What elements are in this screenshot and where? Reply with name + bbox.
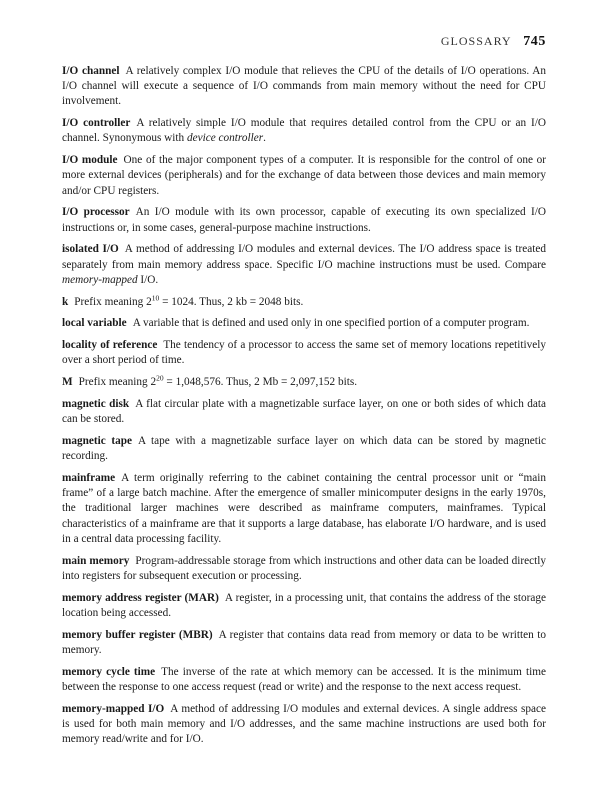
glossary-term: memory cycle time xyxy=(62,665,156,678)
glossary-definition: A variable that is defined and used only in one specified portion of a computer program. xyxy=(132,317,530,330)
glossary-definition: An I/O module with its own processor, capable of executing its own specialized I/O instructions or, in some cases, general-purpose machine instructions. xyxy=(62,206,546,234)
glossary-term: memory address register (MAR) xyxy=(62,591,219,604)
glossary-entry xyxy=(62,471,546,547)
glossary-entry xyxy=(62,153,546,199)
glossary-list xyxy=(62,64,546,754)
glossary-definition: Prefix meaning 2 xyxy=(74,295,152,308)
glossary-definition: One of the major component types of a computer. It is responsible for the control of one or more external devices (peripherals) and for the exchange of data between those devices and main memory and/or CPU registers. xyxy=(62,154,546,197)
glossary-term: memory-mapped I/O xyxy=(62,702,165,715)
glossary-definition: A flat circular plate with a magnetizable surface layer, on one or both sides of which data can be stored. xyxy=(62,398,546,426)
glossary-term: I/O processor xyxy=(62,206,130,219)
glossary-entry xyxy=(62,375,546,390)
running-head xyxy=(441,34,546,50)
glossary-entry xyxy=(62,702,546,748)
exponent: 20 xyxy=(156,373,164,383)
glossary-definition: A relatively complex I/O module that relieves the CPU of the details of I/O operations. An I/O channel will execute a sequence of I/O commands from main memory without the need for CPU involvement. xyxy=(62,65,547,108)
glossary-definition-end: = 1024. Thus, 2 kb = 2048 bits. xyxy=(159,295,304,308)
glossary-term: k xyxy=(62,295,69,308)
glossary-entry xyxy=(62,292,546,310)
glossary-entry xyxy=(62,338,546,368)
cross-reference: device controller xyxy=(187,132,264,145)
glossary-definition: A method of addressing I/O modules and external devices. The I/O address space is treated separately from main memory address space. Specific I/O machine instructions must be used. Compare xyxy=(62,243,546,271)
glossary-definition: A relatively simple I/O module that requires detailed control from the CPU or an I/O channel. Synonymous with xyxy=(62,117,546,145)
glossary-definition: A register, in a processing unit, that contains the address of the storage location being accessed. xyxy=(62,591,546,619)
glossary-entry xyxy=(62,242,546,288)
glossary-entry xyxy=(62,64,546,110)
section-title: GLOSSARY xyxy=(440,34,512,48)
glossary-term: M xyxy=(62,376,73,389)
glossary-entry xyxy=(62,116,546,146)
glossary-entry xyxy=(62,397,546,427)
page-number: 745 xyxy=(523,34,546,49)
glossary-entry xyxy=(62,205,546,235)
glossary-definition-end: = 1,048,576. Thus, 2 Mb = 2,097,152 bits. xyxy=(163,376,358,389)
glossary-term: locality of reference xyxy=(62,339,158,352)
glossary-definition: Prefix meaning 2 xyxy=(78,376,157,389)
glossary-entry xyxy=(62,434,546,464)
glossary-term: I/O module xyxy=(62,154,118,167)
glossary-term: magnetic tape xyxy=(62,435,132,447)
glossary-entry xyxy=(62,554,546,584)
glossary-definition: The inverse of the rate at which memory can be accessed. It is the minimum time between the response to one access request (read or write) and the response to the next access request. xyxy=(62,665,546,693)
cross-reference: memory-mapped xyxy=(62,273,138,286)
glossary-term: I/O controller xyxy=(62,117,131,130)
glossary-definition: A term originally referring to the cabinet containing the central processor unit or “main frame” of a large batch machine. After the emergence of smaller minicomputer designs in the early 1970s, the traditional larger machines were described as mainframe computers, mainframes. Typical characteristics of a mainframe are that it supports a large database, has elaborate I/O hardware, and is used in a central data processing facility. xyxy=(62,472,546,545)
glossary-term: I/O channel xyxy=(62,65,120,77)
glossary-term: memory buffer register (MBR) xyxy=(62,628,213,641)
glossary-definition: The tendency of a processor to access the same set of memory locations repetitively over a short period of time. xyxy=(62,339,546,367)
glossary-definition-end: I/O. xyxy=(137,273,159,286)
glossary-entry xyxy=(62,665,546,695)
exponent: 10 xyxy=(151,292,160,302)
glossary-entry xyxy=(62,628,546,658)
glossary-term: main memory xyxy=(62,554,130,567)
glossary-term: isolated I/O xyxy=(62,243,119,256)
glossary-definition: A method of addressing I/O modules and external devices. A single address space is used for both main memory and I/O addresses, and the same machine instructions are used both for memory read/write and for I/O. xyxy=(62,702,546,746)
glossary-term: mainframe xyxy=(62,472,116,484)
glossary-definition-end: . xyxy=(263,132,266,145)
glossary-entry xyxy=(62,316,546,331)
glossary-definition: Program-addressable storage from which instructions and other data can be loaded directly into registers for subsequent execution or processing. xyxy=(62,554,546,582)
glossary-term: local variable xyxy=(62,317,127,330)
glossary-term: magnetic disk xyxy=(62,398,130,410)
glossary-definition: A tape with a magnetizable surface layer on which data can be stored by magnetic recording. xyxy=(62,435,546,463)
glossary-entry xyxy=(62,591,546,621)
glossary-definition: A register that contains data read from memory or data to be written to memory. xyxy=(62,628,546,656)
